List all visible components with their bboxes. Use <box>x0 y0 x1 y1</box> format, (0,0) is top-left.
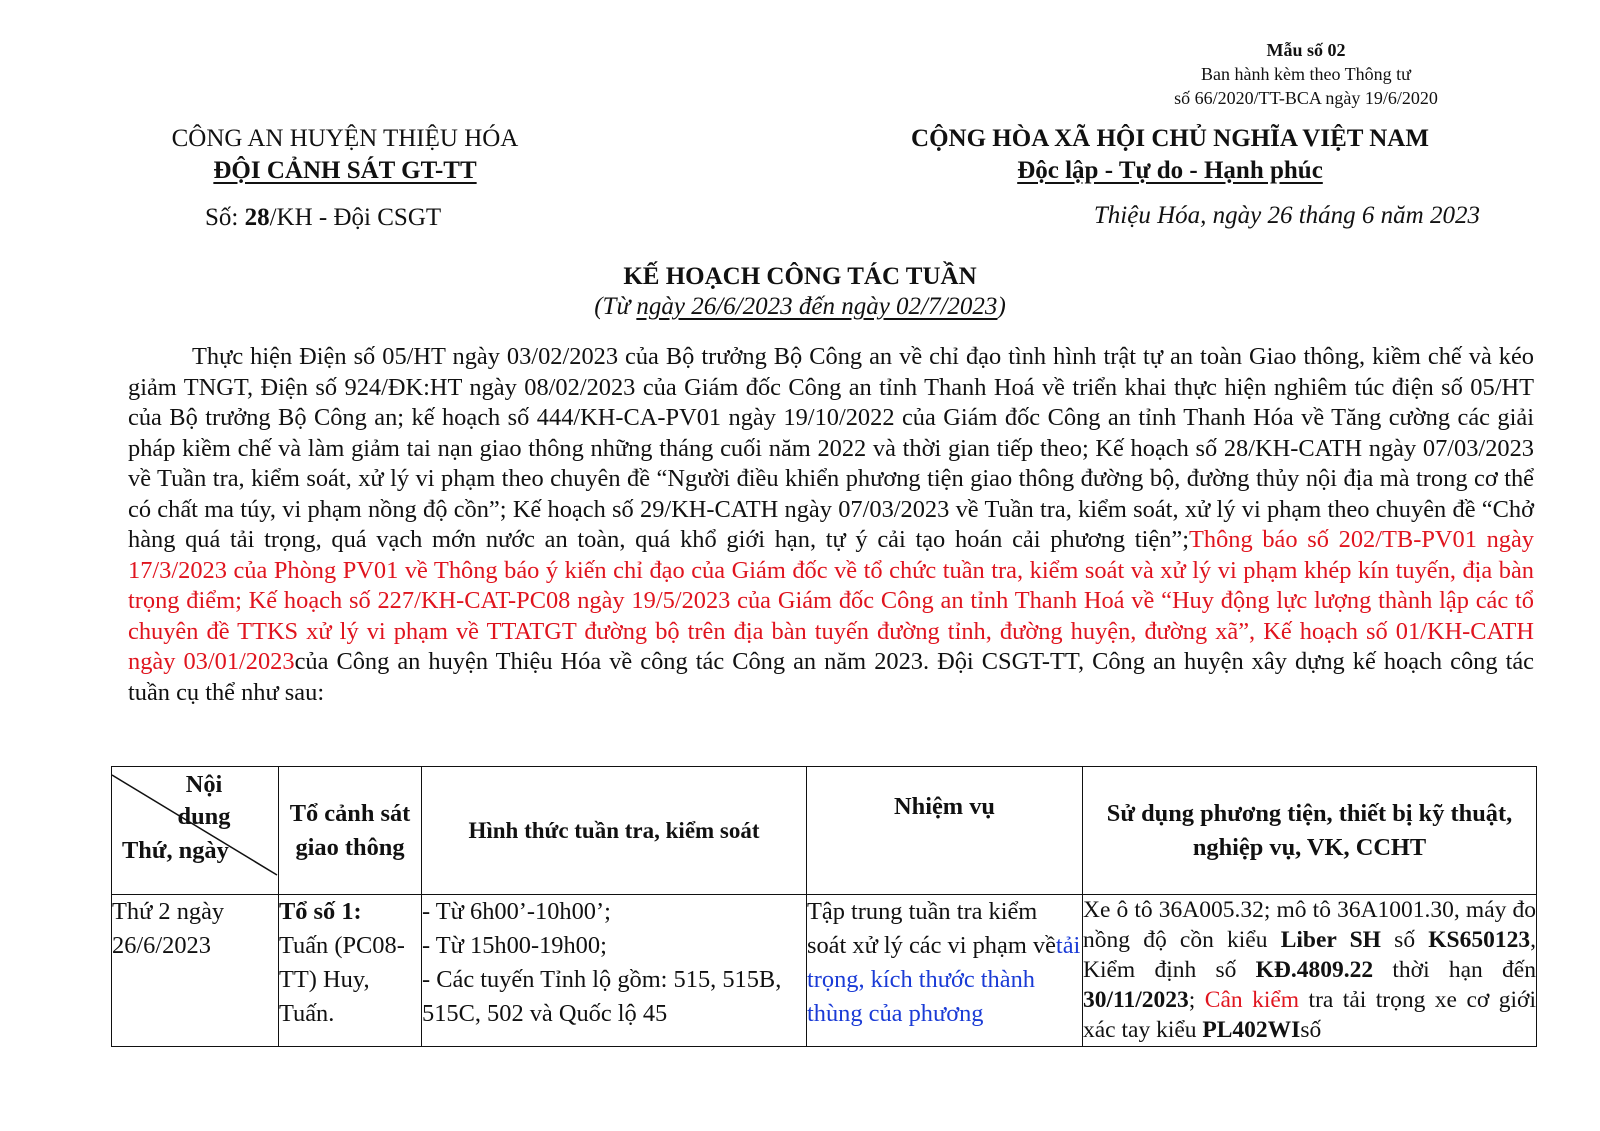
header-task: Nhiệm vụ <box>807 767 1083 895</box>
form-reference <box>1136 38 1476 110</box>
doc-number-prefix: Số: <box>205 204 245 231</box>
equip-device-model: Liber SH <box>1280 927 1381 953</box>
table-row <box>112 895 1537 1047</box>
equip-text: thời hạn đến <box>1373 957 1536 983</box>
row-task <box>807 895 1083 1047</box>
patrol-line: - Từ 6h00’-10h00’; <box>422 898 611 925</box>
doc-number-suffix: /KH - Đội CSGT <box>269 204 442 231</box>
subtitle-range: ngày 26/6/2023 đến ngày 02/7/2023 <box>636 293 998 320</box>
equip-text: Xe ô tô 36A005.32; mô tô 36A1001.30, máy đo nồng độ cồn kiểu <box>1083 897 1536 953</box>
header-patrol: Hình thức tuần tra, kiểm soát <box>422 767 807 895</box>
equip-text: ; <box>1188 987 1205 1013</box>
equip-text: số <box>1300 1017 1322 1043</box>
subtitle-close: ) <box>997 293 1006 320</box>
form-issued-line2: số 66/2020/TT-BCA ngày 19/6/2020 <box>1174 88 1438 108</box>
doc-number-value: 28 <box>244 204 270 231</box>
nation-line1: CỘNG HÒA XÃ HỘI CHỦ NGHĨA VIỆT NAM <box>911 125 1429 152</box>
form-issued-line1: Ban hành kèm theo Thông tư <box>1201 64 1411 84</box>
subtitle-open: (Từ <box>594 293 637 320</box>
row-team-label: Tổ số 1: <box>279 898 362 925</box>
row-team-members: Tuấn (PC08-TT) Huy, Tuấn. <box>279 932 405 1027</box>
document-title: KẾ HOẠCH CÔNG TÁC TUẦN <box>623 263 977 290</box>
patrol-line: - Các tuyến Tỉnh lộ gồm: 515, 515B, 515C, 502 và Quốc lộ 45 <box>422 966 782 1027</box>
agency-header <box>130 123 560 187</box>
table-header-row <box>112 767 1537 895</box>
intro-part3: của Công an huyện Thiệu Hóa về công tác Công an năm 2023. Đội CSGT-TT, Công an huyện xây dựng kế hoạch công tác tuần cụ thể như sau: <box>128 648 1535 706</box>
document-number <box>205 204 441 232</box>
agency-line2: ĐỘI CẢNH SÁT GT-TT <box>213 157 477 184</box>
header-equipment: Sử dụng phương tiện, thiết bị kỹ thuật, nghiệp vụ, VK, CCHT <box>1083 767 1537 895</box>
document-subtitle <box>0 292 1600 322</box>
intro-paragraph <box>128 342 1534 708</box>
equip-expiry: 30/11/2023 <box>1083 987 1189 1013</box>
plan-table <box>111 766 1537 1047</box>
task-highlight: tải trọng, kích thước thành thùng của phương <box>807 932 1081 1027</box>
nation-motto: Độc lập - Tự do - Hạnh phúc <box>1017 157 1323 184</box>
equip-inspection-no: KĐ.4809.22 <box>1255 957 1374 983</box>
title-block <box>0 262 1600 322</box>
header-day-label: Thứ, ngày <box>122 837 229 864</box>
row-day: Thứ 2 ngày 26/6/2023 <box>112 895 279 1047</box>
task-text: Tập trung tuần tra kiểm soát xử lý các vi phạm về <box>807 898 1056 959</box>
row-patrol <box>422 895 807 1047</box>
equip-text: , Kiểm định số <box>1083 927 1537 983</box>
form-number: Mẫu số 02 <box>1266 40 1346 60</box>
row-equipment <box>1083 895 1537 1047</box>
equip-scale-model: PL402WI <box>1202 1017 1301 1043</box>
national-header <box>870 123 1470 187</box>
date-line: Thiệu Hóa, ngày 26 tháng 6 năm 2023 <box>1093 202 1480 229</box>
header-team: Tổ cảnh sát giao thông <box>279 767 422 895</box>
header-day-cell <box>112 767 279 895</box>
intro-part2-highlight: Thông báo số 202/TB-PV01 ngày 17/3/2023 của Phòng PV01 về Thông báo ý kiến chỉ đạo của Giám đốc về tổ chức tuần tra, kiểm soát và xử lý vi phạm khép kín tuyến, địa bàn trọng điểm; Kế hoạch số 227/KH-CAT-PC08 ngày 19/5/2023 của Giám đốc Công an tỉnh Thanh Hoá về “Huy động lực lượng thành lập các tổ chuyên đề TTKS xử lý vi phạm về TTATGT đường bộ trên địa bàn tuyến đường tỉnh, đường huyện, đường xã”, Kế hoạch số 01/KH-CATH ngày 03/01/2023 <box>128 526 1535 675</box>
row-team <box>279 895 422 1047</box>
patrol-line: - Từ 15h00-19h00; <box>422 932 607 959</box>
equip-serial: KS650123 <box>1428 927 1531 953</box>
equip-highlight: Cân kiểm <box>1204 987 1300 1013</box>
equip-text: số <box>1380 927 1429 953</box>
intro-part1: Thực hiện Điện số 05/HT ngày 03/02/2023 của Bộ trưởng Bộ Công an về chỉ đạo tình hình trật tự an toàn Giao thông, kiềm chế và kéo giảm TNGT, Điện số 924/ĐK:HT ngày 08/02/2023 của Giám đốc Công an tỉnh Thanh Hoá về triển khai thực hiện nghiêm túc điện số 05/HT của Bộ trưởng Bộ Công an; kế hoạch số 444/KH-CA-PV01 ngày 19/10/2022 của Giám đốc Công an tỉnh Thanh Hóa về Tăng cường các giải pháp kiềm chế và làm giảm tai nạn giao thông những tháng cuối năm 2022 và thời gian tiếp theo; Kế hoạch số 28/KH-CATH ngày 07/03/2023 về Tuần tra, kiểm soát, xử lý vi phạm theo chuyên đề “Người điều khiển phương tiện giao thông đường bộ, đường thủy nội địa mà trong cơ thể có chất ma túy, vi phạm nồng độ cồn”; Kế hoạch số 29/KH-CATH ngày 07/03/2023 về Tuần tra, kiểm soát, xử lý vi phạm theo chuyên đề “Chở hàng quá tải trọng, quá vạch mớn nước an toàn, quá khổ giới hạn, tự ý cải tạo hoán cải phương tiện”; <box>128 343 1534 553</box>
equip-text: tra tải trọng xe cơ giới xác tay kiểu <box>1083 987 1537 1043</box>
header-content-label: Nội dung <box>177 771 231 830</box>
agency-line1: CÔNG AN HUYỆN THIỆU HÓA <box>171 125 519 152</box>
